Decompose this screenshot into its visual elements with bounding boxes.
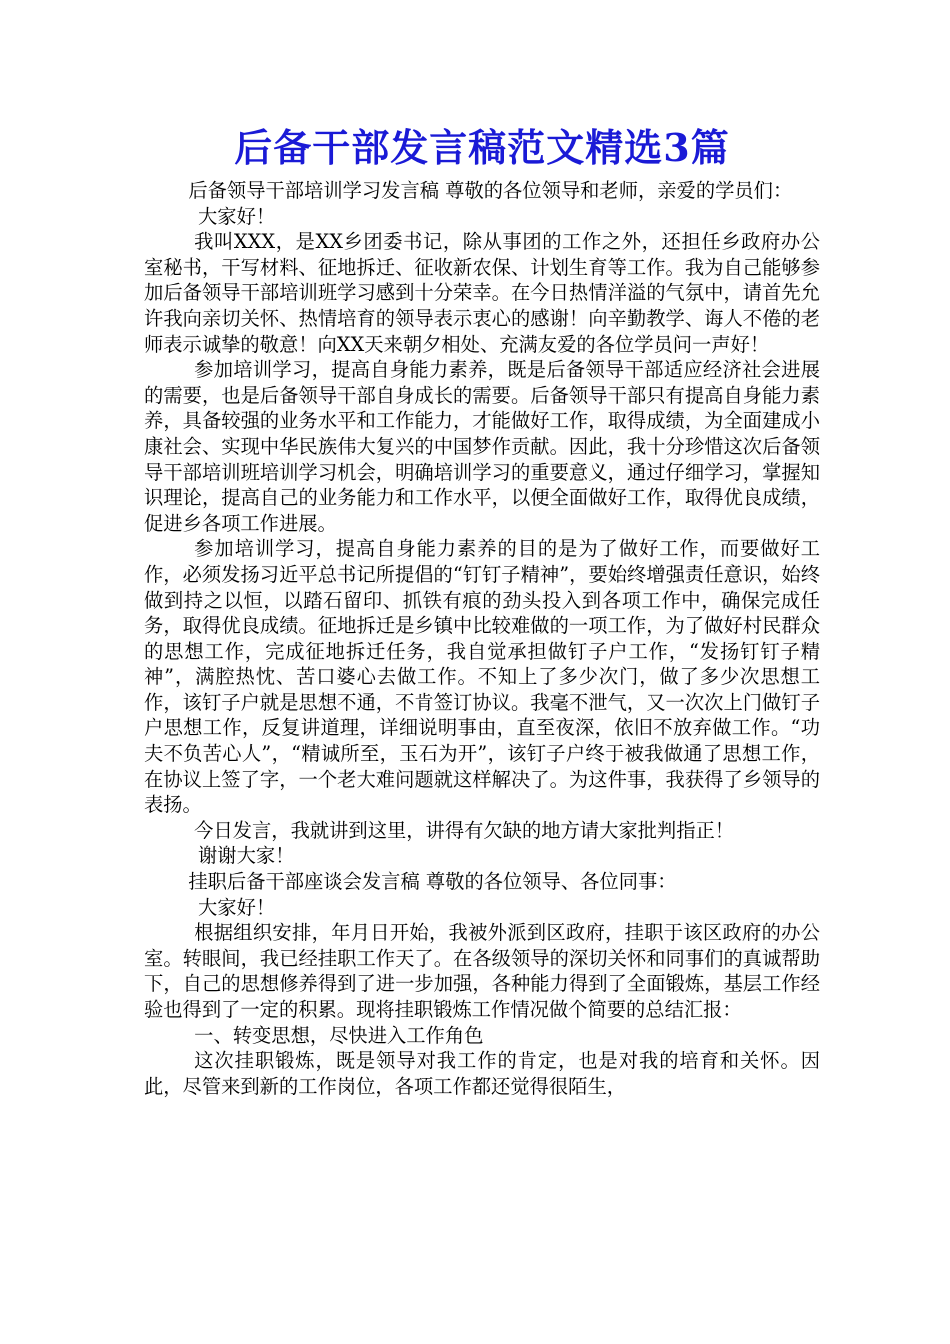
paragraph: 后备领导干部培训学习发言稿 尊敬的各位领导和老师，亲爱的学员们： (188, 179, 793, 202)
paragraph: 大家好！ (198, 895, 276, 919)
paragraph: 今日发言，我就讲到这里，讲得有欠缺的地方请大家批判指正！ (194, 818, 735, 842)
paragraph: 一、转变思想，尽快进入工作角色 (194, 1023, 484, 1047)
paragraph: 参加培训学习，提高自身能力素养的目的是为了做好工作，而要做好工作，必须发扬习近平总书记所提倡的“钉钉子精神”，要始终增强责任意识，始终做到持之以恒，以踏石留印、抓铁有痕的劲头投入到各项工作中，确保完成任务，取得优良成绩。征地拆迁是乡镇中比较难做的一项工作，为了做好村民群众的思想工作，完成征地拆迁任务，我自觉承担做钉子户工作，“发扬钉钉子精神”，满腔热忱、苦口婆心去做工作。不知上了多少次门，做了多少次思想工作，该钉子户就是思想不通，不肯签订协议。我毫不泄气，又一次次上门做钉子户思想工作，反复讲道理，详细说明事由，直至夜深，依旧不放弃做工作。“功夫不负苦心人”，“精诚所至，玉石为开”，该钉子户终于被我做通了思想工作，在协议上签了字，一个老大难问题就这样解决了。为这件事，我获得了乡领导的表扬。 (144, 537, 820, 817)
paragraph: 谢谢大家！ (198, 844, 295, 868)
paragraph: 这次挂职锻炼，既是领导对我工作的肯定，也是对我的培育和关怀。因此，尽管来到新的工作岗位，各项工作都还觉得很陌生， (144, 1049, 820, 1098)
paragraph: 大家好！ (198, 204, 276, 228)
paragraph: 参加培训学习，提高自身能力素养，既是后备领导干部适应经济社会进展的需要，也是后备领导干部自身成长的需要。后备领导干部只有提高自身能力素养，具备较强的业务水平和工作能力，才能做好工作，取得成绩，为全面建成小康社会、实现中华民族伟大复兴的中国梦作贡献。因此，我十分珍惜这次后备领导干部培训班培训学习机会，明确培训学习的重要意义，通过仔细学习，掌握知识理论，提高自己的业务能力和工作水平，以便全面做好工作，取得优良成绩，促进乡各项工作进展。 (144, 358, 820, 535)
paragraph: 根据组织安排，年月日开始，我被外派到区政府，挂职于该区政府的办公室。转眼间，我已经挂职工作天了。在各级领导的深切关怀和同事们的真诚帮助下，自己的思想修养得到了进一步加强，各种能力得到了全面锻炼，基层工作经验也得到了一定的积累。现将挂职锻炼工作情况做个简要的总结汇报： (144, 921, 820, 1021)
paragraph: 挂职后备干部座谈会发言稿 尊敬的各位领导、各位同事： (188, 870, 677, 894)
document-title: 后备干部发言稿范文精选3篇 (234, 125, 730, 170)
paragraph: 我叫XXX，是XX乡团委书记，除从事团的工作之外，还担任乡政府办公室秘书，干写材料、征地拆迁、征收新农保、计划生育等工作。我为自己能够参加后备领导干部培训班学习感到十分荣幸。在今日热情洋溢的气氛中，请首先允许我向亲切关怀、热情培育的领导表示衷心的感谢！向辛勤教学、诲人不倦的老师表示诚挚的敬意！向XX天来朝夕相处、充满友爱的各位学员问一声好！ (144, 230, 820, 356)
document-body (144, 178, 820, 1099)
